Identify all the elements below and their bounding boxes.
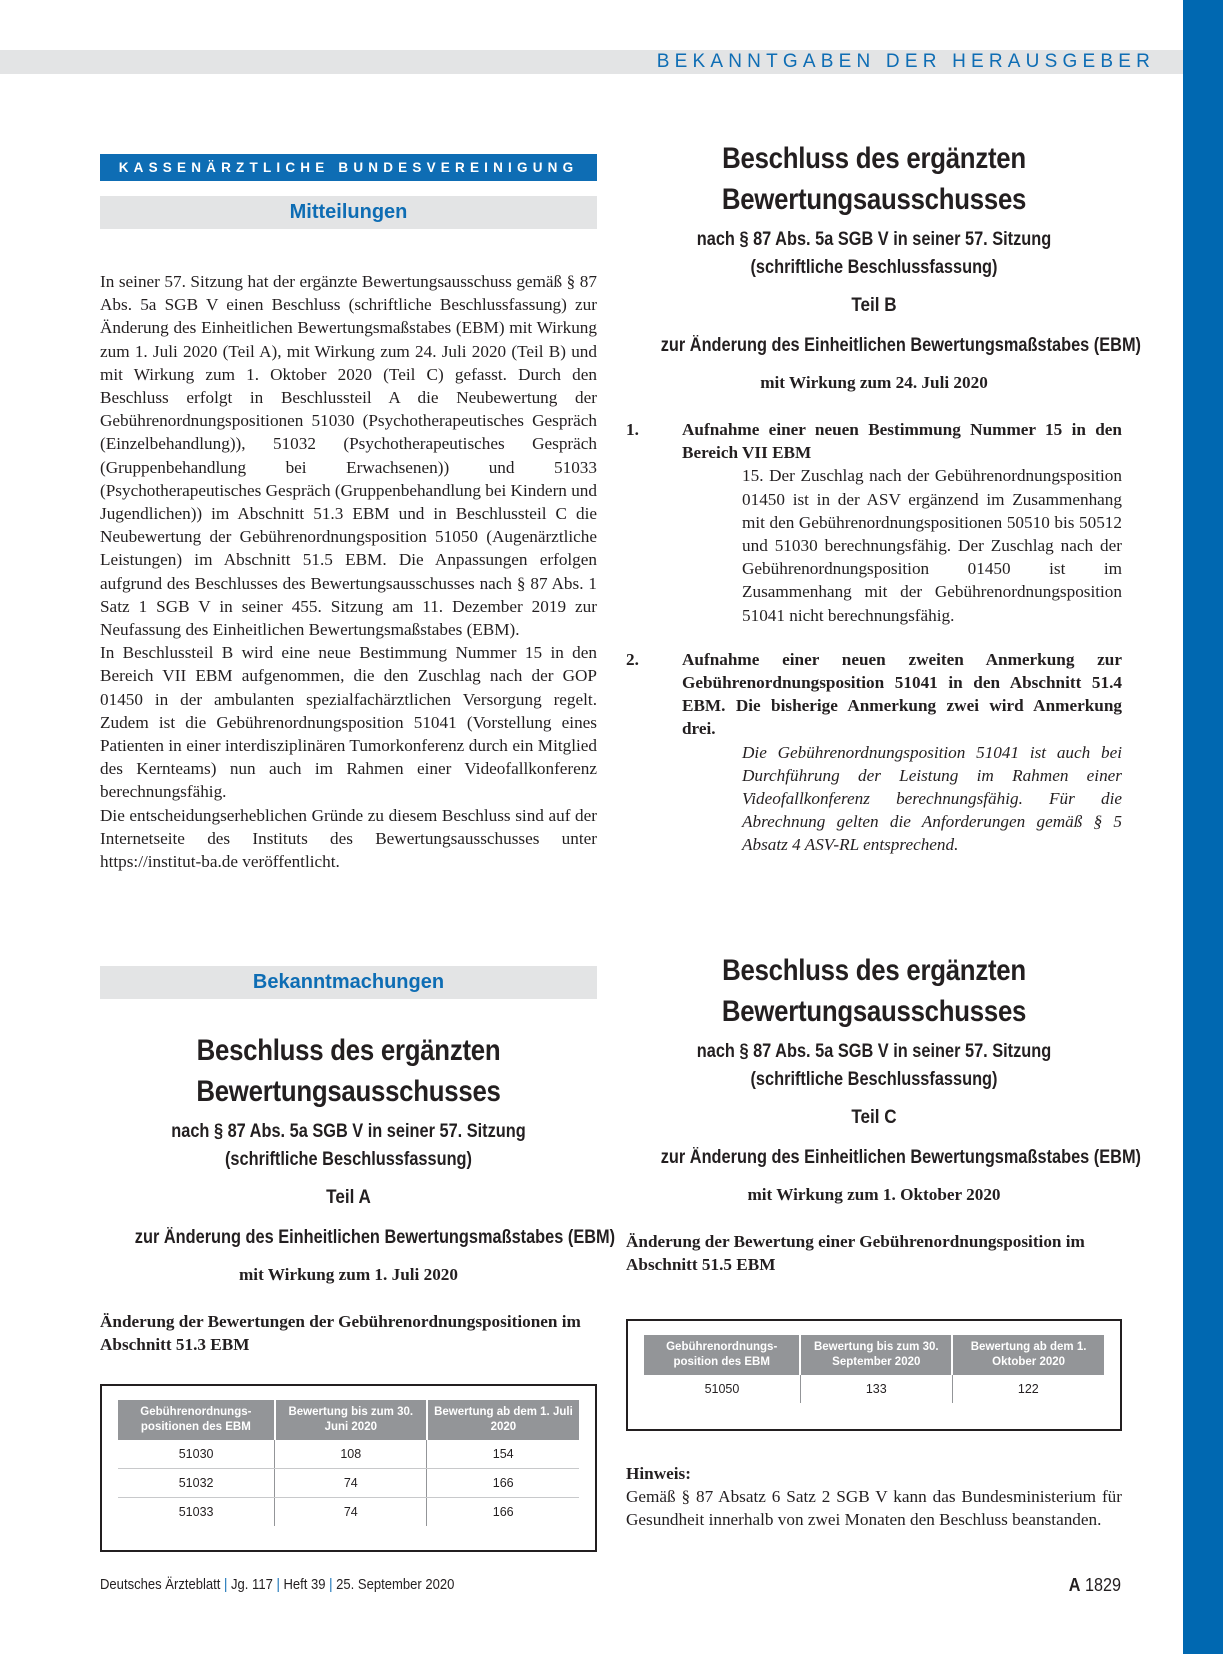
- mitteilungen-heading: Mitteilungen: [100, 196, 597, 229]
- beschluss-subtitle: nach § 87 Abs. 5a SGB V in seiner 57. Sitzung: [696, 229, 1052, 250]
- bekanntmachungen-heading: Bekanntmachungen: [100, 966, 597, 999]
- beschluss-teil-b: [626, 138, 1142, 857]
- table-cell: 51033: [118, 1498, 275, 1527]
- table-row: [118, 1440, 579, 1469]
- section-title: BEKANNTGABEN DER HERAUSGEBER: [656, 51, 1155, 72]
- journal-volume: Jg. 117: [231, 1577, 273, 1593]
- table-teil-c-box: [626, 1319, 1122, 1431]
- mitteilungen-paragraph: In Beschlussteil B wird eine neue Bestimmung Nummer 15 in den Bereich VII EBM aufgenommen, die den Zuschlag nach der GOP 01450 in der ambulanten spezialfachärztlichen Versorgung regelt. Zudem ist die Gebührenordnungsposition 51041 (Vorstellung eines Patienten in einer interdisziplinären Tumorkonferenz durch ein Mitglied des Kernteams) nun auch im Rahmen einer Videofallkonferenz berechnungsfähig.: [100, 643, 597, 802]
- beschluss-title: Beschluss des ergänzten: [196, 1034, 501, 1067]
- table-row: [118, 1498, 579, 1527]
- effective-date: mit Wirkung zum 24. Juli 2020: [760, 373, 988, 392]
- journal-name: Deutsches Ärzteblatt: [100, 1577, 221, 1593]
- beschluss-subtitle: (schriftliche Beschlussfassung): [750, 257, 998, 278]
- change-heading: Änderung der Bewertungen der Gebührenordnungspositionen im Abschnitt 51.3 EBM: [100, 1312, 581, 1354]
- list-item: [626, 648, 1122, 857]
- list-item: [626, 418, 1122, 627]
- mitteilungen-paragraph: Die entscheidungserheblichen Gründe zu diesem Beschluss sind auf der Internetseite des Instituts des Bewertungsausschusses unter https://institut-ba.de veröffentlicht.: [100, 805, 597, 872]
- table-cell: 51050: [644, 1375, 800, 1403]
- beschluss-teil-c: [626, 950, 1142, 1276]
- effective-date: mit Wirkung zum 1. Juli 2020: [238, 1265, 458, 1284]
- hinweis-label: Hinweis:: [626, 1464, 691, 1483]
- column-header: Gebührenordnungs-positionen des EBM: [118, 1400, 275, 1440]
- beschluss-subtitle: (schriftliche Beschlussfassung): [750, 1069, 998, 1090]
- item-body: 15. Der Zuschlag nach der Gebührenordnungsposition 01450 ist in der ASV ergänzend im Zusammenhang mit den Gebührenordnungspositionen 50510 bis 50512 und 51030 berechnungsfähig. Der Zuschlag nach der Gebührenordnungsposition 01450 ist im Zusammenhang mit der Gebührenordnungsposition 51041 nicht berechnungsfähig.: [742, 466, 1122, 625]
- beschluss-purpose: zur Änderung des Einheitlichen Bewertungsmaßstabes (EBM): [660, 1147, 1142, 1168]
- beschluss-title: Bewertungsausschusses: [196, 1075, 501, 1108]
- beschluss-purpose: zur Änderung des Einheitlichen Bewertungsmaßstabes (EBM): [134, 1227, 616, 1248]
- beschluss-title: Beschluss des ergänzten: [722, 142, 1026, 175]
- beschluss-subtitle: (schriftliche Beschlussfassung): [224, 1149, 472, 1170]
- table-cell: 122: [1017, 1382, 1039, 1396]
- journal-date: 25. September 2020: [336, 1577, 455, 1593]
- table-cell: 154: [427, 1440, 579, 1469]
- column-header: Bewertung ab dem 1. Juli 2020: [427, 1400, 579, 1440]
- footer-citation: Deutsches Ärzteblatt | Jg. 117 | Heft 39 | 25. September 2020: [100, 1577, 455, 1593]
- table-cell: 74: [275, 1498, 427, 1527]
- column-header: Bewertung bis zum 30. Juni 2020: [275, 1400, 427, 1440]
- ebm-table-teil-a: [118, 1400, 579, 1526]
- journal-issue: Heft 39: [283, 1577, 326, 1593]
- beschluss-subtitle: nach § 87 Abs. 5a SGB V in seiner 57. Sitzung: [171, 1121, 526, 1142]
- column-header: Bewertung bis zum 30. September 2020: [800, 1335, 952, 1375]
- item-number: 1.: [626, 420, 639, 439]
- table-row: [644, 1375, 1104, 1403]
- column-header: Bewertung ab dem 1. Oktober 2020: [952, 1335, 1104, 1375]
- table-cell: 166: [427, 1469, 579, 1498]
- effective-date: mit Wirkung zum 1. Oktober 2020: [747, 1185, 1001, 1204]
- item-body: Die Gebührenordnungsposition 51041 ist auch bei Durchführung der Leistung im Rahmen einer Videofallkonferenz berechnungsfähig. Für die Abrechnung gelten die Anforderungen gemäß § 5 Absatz 4 ASV-RL entsprechend.: [742, 742, 1122, 855]
- beschluss-subtitle: nach § 87 Abs. 5a SGB V in seiner 57. Sitzung: [696, 1041, 1052, 1062]
- beschluss-title: Beschluss des ergänzten: [722, 954, 1026, 987]
- item-heading: Aufnahme einer neuen zweiten Anmerkung zur Gebührenordnungsposition 51041 in den Abschnitt 51.4 EBM. Die bisherige Anmerkung zwei wird Anmerkung drei.: [682, 649, 1122, 739]
- hinweis-text: Gemäß § 87 Absatz 6 Satz 2 SGB V kann das Bundesministerium für Gesundheit innerhalb von zwei Monaten den Beschluss beanstanden.: [626, 1487, 1122, 1530]
- teil-label: Teil C: [851, 1107, 897, 1128]
- table-teil-a-box: [100, 1384, 597, 1552]
- page-number-value: 1829: [1084, 1575, 1121, 1595]
- table-cell: 74: [275, 1469, 427, 1498]
- ebm-table-teil-c: [644, 1335, 1104, 1403]
- table-cell: 133: [800, 1375, 952, 1403]
- teil-label: Teil B: [851, 295, 897, 316]
- teil-label: Teil A: [326, 1187, 371, 1208]
- table-cell: 51032: [118, 1469, 275, 1498]
- hinweis: [626, 1462, 1122, 1532]
- item-number: 2.: [626, 649, 639, 669]
- page-number: [1069, 1575, 1121, 1596]
- side-accent-bar: [1183, 0, 1223, 1654]
- table-cell: 166: [492, 1505, 514, 1519]
- kbv-banner: KASSENÄRZTLICHE BUNDESVEREINIGUNG: [100, 154, 597, 181]
- table-cell: 51030: [118, 1440, 275, 1469]
- item-heading: Aufnahme einer neuen Bestimmung Nummer 15 in den Bereich VII EBM: [682, 420, 1122, 463]
- mitteilungen-paragraph: In seiner 57. Sitzung hat der ergänzte Bewertungsausschuss gemäß § 87 Abs. 5a SGB V einen Beschluss (schriftliche Beschlussfassung) zur Änderung des Einheitlichen Bewertungsmaßstabes (EBM) mit Wirkung zum 1. Juli 2020 (Teil A), mit Wirkung zum 24. Juli 2020 (Teil B) und mit Wirkung zum 1. Oktober 2020 (Teil C) gefasst. Durch den Beschluss erfolgt in Beschlussteil A die Neubewertung der Gebührenordnungspositionen 51030 (Psychotherapeutisches Gespräch (Einzelbehandlung)), 51032 (Psychotherapeutisches Gespräch (Gruppenbehandlung bei Erwachsenen)) und 51033 (Psychotherapeutisches Gespräch (Gruppenbehandlung bei Kindern und Jugendlichen)) im Abschnitt 51.3 EBM und in Beschlussteil C die Neubewertung der Gebührenordnungsposition 51050 (Augenärztliche Leistungen) im Abschnitt 51.5 EBM. Die Anpassungen erfolgen aufgrund des Beschlusses des Bewertungsausschusses nach § 87 Abs. 1 Satz 1 SGB V in seiner 455. Sitzung am 11. Dezember 2019 zur Neufassung des Einheitlichen Bewertungsmaßstabes (EBM).: [100, 272, 597, 640]
- beschluss-purpose: zur Änderung des Einheitlichen Bewertungsmaßstabes (EBM): [660, 335, 1142, 356]
- beschluss-title: Bewertungsausschusses: [721, 995, 1027, 1028]
- change-heading: Änderung der Bewertung einer Gebührenordnungsposition im Abschnitt 51.5 EBM: [626, 1232, 1085, 1274]
- beschluss-teil-a: [100, 1030, 616, 1356]
- beschluss-title: Bewertungsausschusses: [721, 183, 1027, 216]
- column-header: Gebührenordnungs-position des EBM: [644, 1335, 800, 1375]
- table-row: [118, 1469, 579, 1498]
- page-prefix: A: [1068, 1575, 1081, 1595]
- mitteilungen-text: [100, 270, 597, 873]
- table-cell: 108: [275, 1440, 427, 1469]
